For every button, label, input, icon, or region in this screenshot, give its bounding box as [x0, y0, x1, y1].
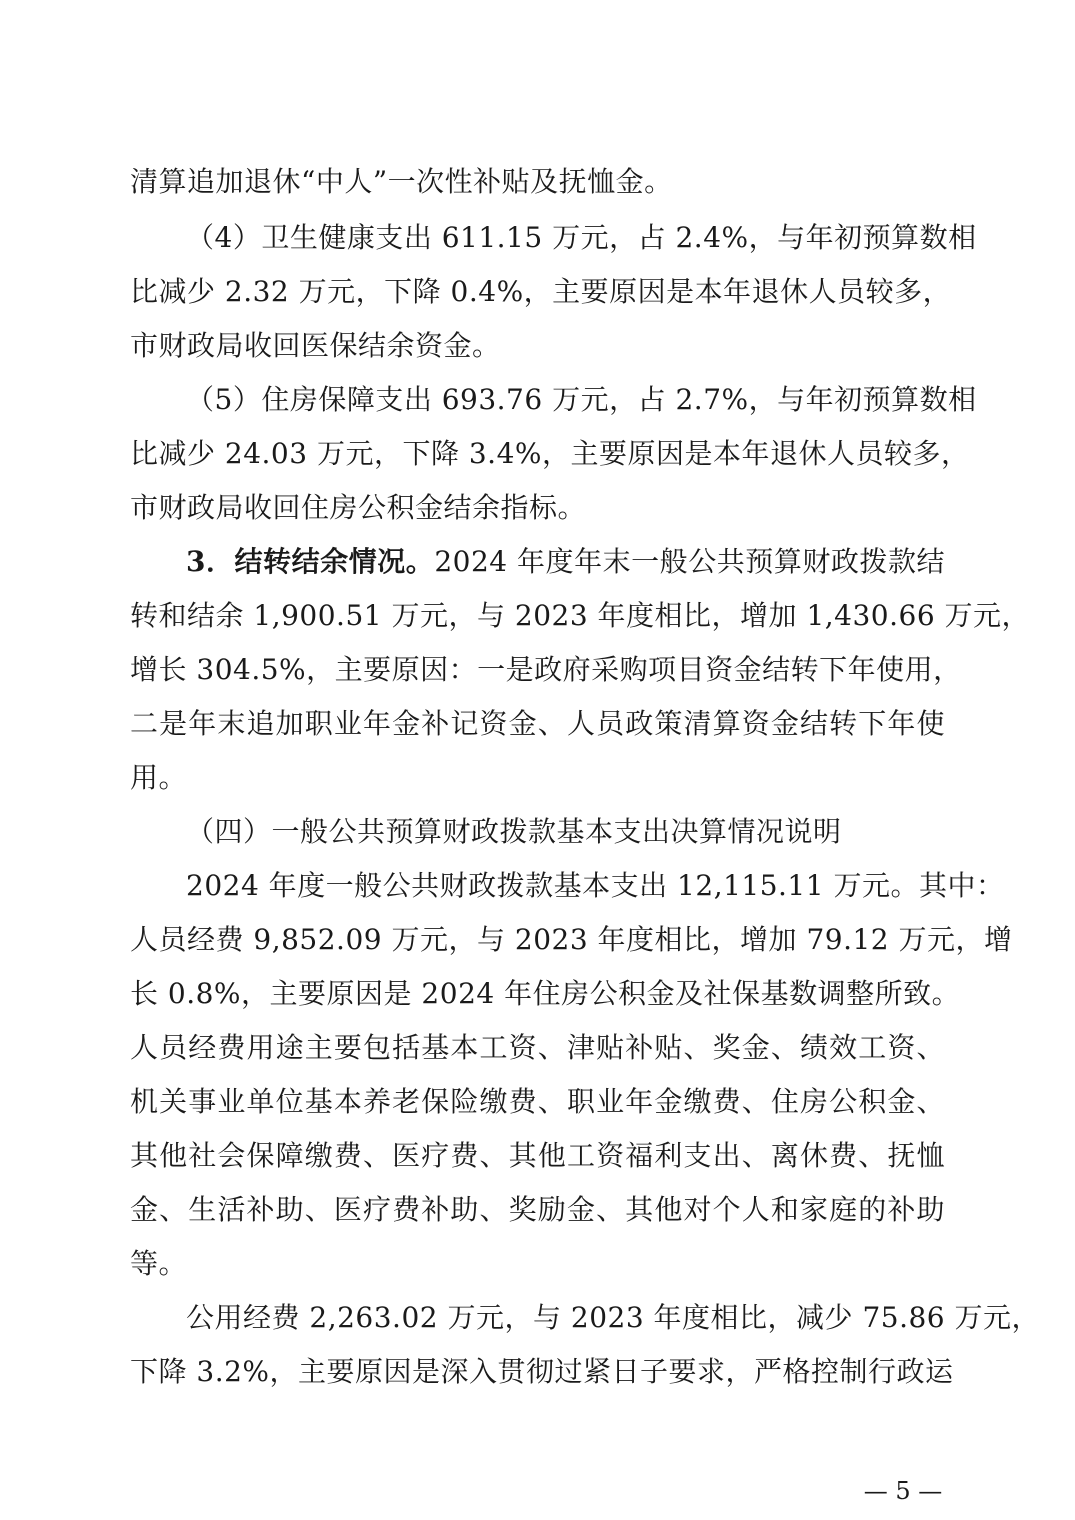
paragraph-line: 长 0.8%，主要原因是 2024 年住房公积金及社保基数调整所致。 [130, 977, 961, 1010]
paragraph-line: 金、生活补助、医疗费补助、奖励金、其他对个人和家庭的补助 [130, 1193, 945, 1226]
paragraph-line: 其他社会保障缴费、医疗费、其他工资福利支出、离休费、抚恤 [130, 1139, 945, 1172]
paragraph-line: 人员经费 9,852.09 万元，与 2023 年度相比，增加 79.12 万元，增 [130, 923, 1013, 956]
paragraph-line: 比减少 2.32 万元，下降 0.4%，主要原因是本年退休人员较多， [130, 275, 952, 308]
page-number: — 5 — [863, 1477, 943, 1505]
paragraph-line: 清算追加退休“中人”一次性补贴及抚恤金。 [130, 165, 673, 198]
paragraph-line: 转和结余 1,900.51 万元，与 2023 年度相比，增加 1,430.66 万元， [130, 599, 1031, 632]
paragraph-line: 下降 3.2%，主要原因是深入贯彻过紧日子要求，严格控制行政运 [130, 1355, 954, 1388]
paragraph-line: （5）住房保障支出 693.76 万元，占 2.7%，与年初预算数相 [186, 383, 977, 416]
paragraph-line: 人员经费用途主要包括基本工资、津贴补贴、奖金、绩效工资、 [130, 1031, 945, 1064]
section-heading: （四）一般公共预算财政拨款基本支出决算情况说明 [186, 815, 842, 848]
paragraph-line: 增长 304.5%，主要原因：一是政府采购项目资金结转下年使用， [130, 653, 962, 686]
paragraph-line: 机关事业单位基本养老保险缴费、职业年金缴费、住房公积金、 [130, 1085, 945, 1118]
paragraph-text: 2024 年度年末一般公共预算财政拨款结 [434, 545, 945, 578]
paragraph-line: 市财政局收回医保结余资金。 [130, 329, 501, 362]
paragraph-line: 用。 [130, 761, 188, 794]
paragraph-line: （4）卫生健康支出 611.15 万元，占 2.4%，与年初预算数相 [186, 221, 977, 254]
paragraph-line: 二是年末追加职业年金补记资金、人员政策清算资金结转下年使 [130, 707, 945, 740]
paragraph-line: 市财政局收回住房公积金结余指标。 [130, 491, 587, 524]
paragraph-line: 公用经费 2,263.02 万元，与 2023 年度相比，减少 75.86 万元， [186, 1301, 1041, 1334]
paragraph-line: 比减少 24.03 万元，下降 3.4%，主要原因是本年退休人员较多， [130, 437, 970, 470]
paragraph-line-with-lead [186, 542, 945, 582]
section-lead: 3．结转结余情况。 [186, 545, 435, 578]
paragraph-line: 等。 [130, 1247, 188, 1280]
paragraph-line: 2024 年度一般公共财政拨款基本支出 12,115.11 万元。其中： [186, 869, 1005, 902]
